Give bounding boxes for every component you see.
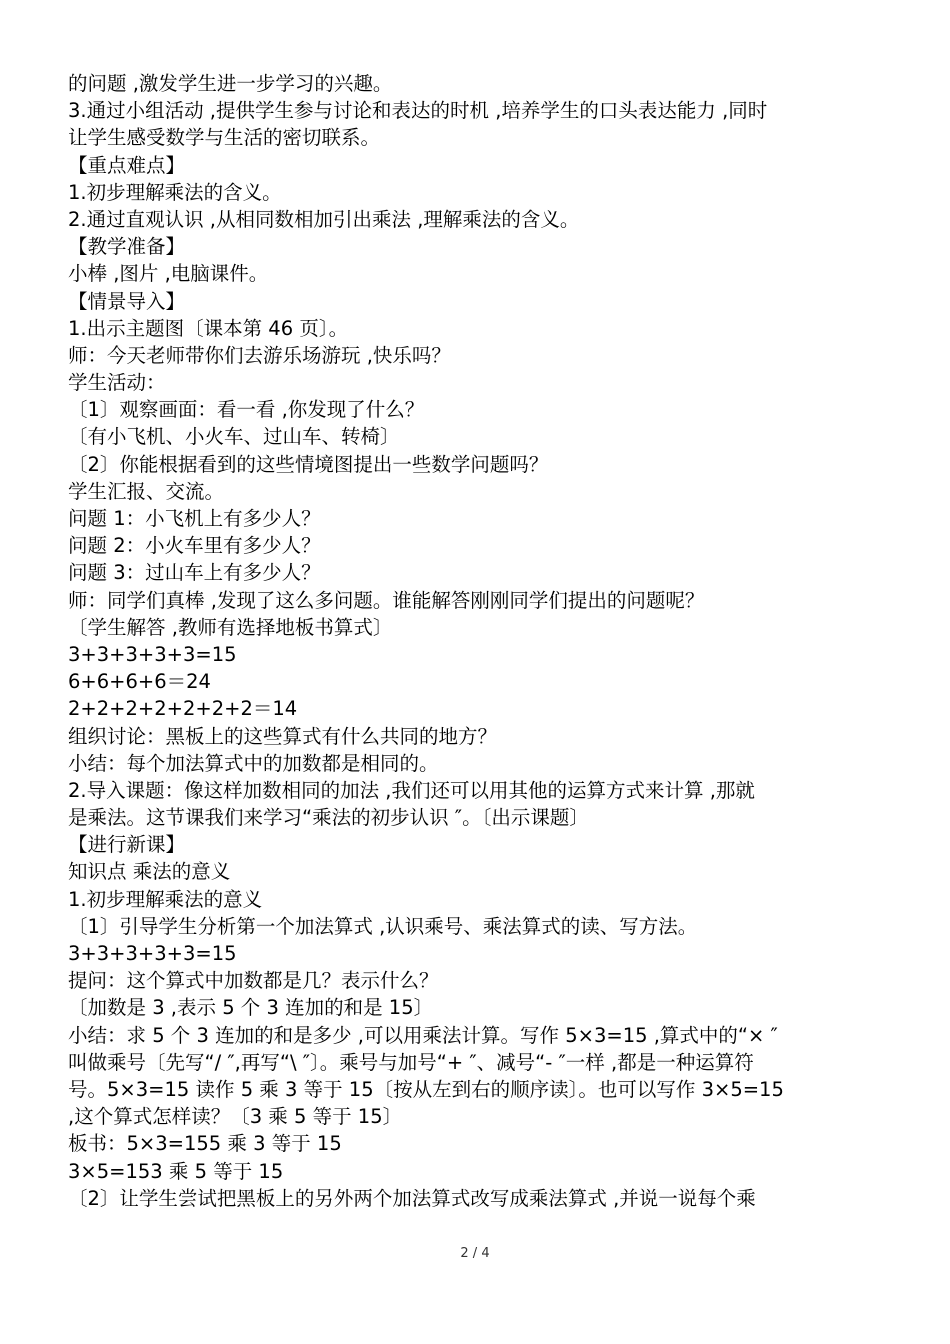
text-line: 号。5×3=15 读作 5 乘 3 等于 15〔按从左到右的顺序读〕。也可以写作 3×5=15 (68, 1077, 784, 1101)
text-line: 2+2+2+2+2+2+2＝14 (68, 697, 298, 721)
text-line: 叫做乘号〔先写“/ ″,再写“\ ″〕。乘号与加号“+ ″、减号“- ″一样 ,都是一种运算符 (68, 1050, 754, 1074)
text-line: 板书：5×3=155 乘 3 等于 15 (68, 1132, 342, 1156)
text-line: 2.通过直观认识 ,从相同数相加引出乘法 ,理解乘法的含义。 (68, 207, 580, 231)
text-line: 3+3+3+3+3=15 (68, 642, 237, 666)
text-line: 小棒 ,图片 ,电脑课件。 (68, 262, 269, 286)
text-line: 提问：这个算式中加数都是几？表示什么？ (68, 969, 439, 993)
text-line: ,这个算式怎样读？〔3 乘 5 等于 15〕 (68, 1105, 403, 1129)
text-line: 1.初步理解乘法的意义 (68, 887, 263, 911)
text-line: 是乘法。这节课我们来学习“乘法的初步认识 ″。〔出示课题〕 (68, 806, 589, 830)
text-line: 2.导入课题：像这样加数相同的加法 ,我们还可以用其他的运算方式来计算 ,那就 (68, 778, 755, 802)
text-line: 〔有小飞机、小火车、过山车、转椅〕 (68, 425, 400, 449)
text-line: 1.初步理解乘法的含义。 (68, 180, 282, 204)
text-line: 〔1〕观察画面：看一看 ,你发现了什么？ (68, 398, 425, 422)
text-line: 【进行新课】 (68, 833, 186, 857)
text-line: 〔2〕你能根据看到的这些情境图提出一些数学问题吗？ (68, 452, 549, 476)
text-line: 小结：求 5 个 3 连加的和是多少 ,可以用乘法计算。写作 5×3=15 ,算式中的“× ″ (68, 1023, 778, 1047)
text-line: 学生汇报、交流。 (68, 479, 225, 503)
page-number: 2 / 4 (460, 1246, 490, 1261)
text-line: 3+3+3+3+3=15 (68, 942, 237, 965)
text-line: 知识点 乘法的意义 (68, 860, 231, 884)
text-line: 【重点难点】 (68, 153, 186, 177)
text-line: 6+6+6+6＝24 (68, 670, 211, 694)
text-line: 〔2〕让学生尝试把黑板上的另外两个加法算式改写成乘法算式 ,并说一说每个乘 (68, 1186, 756, 1210)
text-line: 问题 1：小飞机上有多少人？ (68, 507, 321, 530)
text-line: 1.出示主题图〔课本第 46 页〕。 (68, 316, 349, 340)
text-line: 3.通过小组活动 ,提供学生参与讨论和表达的时机 ,培养学生的口头表达能力 ,同时 (68, 99, 768, 123)
text-line: 〔加数是 3 ,表示 5 个 3 连加的和是 15〕 (68, 996, 434, 1020)
text-line: 〔学生解答 ,教师有选择地板书算式〕 (68, 615, 393, 639)
text-line: 问题 3：过山车上有多少人？ (68, 561, 321, 585)
document-body (68, 70, 886, 1212)
text-line: 让学生感受数学与生活的密切联系。 (68, 126, 381, 150)
text-line: 〔1〕引导学生分析第一个加法算式 ,认识乘号、乘法算式的读、写方法。 (68, 914, 698, 938)
text-line: 问题 2：小火车里有多少人？ (68, 534, 321, 558)
text-line: 师：同学们真棒 ,发现了这么多问题。谁能解答刚刚同学们提出的问题呢？ (68, 588, 705, 612)
text-line: 【情景导入】 (68, 289, 186, 313)
text-line: 组织讨论：黑板上的这些算式有什么共同的地方？ (68, 724, 498, 748)
text-line: 师：今天老师带你们去游乐场游玩 ,快乐吗？ (68, 343, 451, 367)
text-line: 的问题 ,激发学生进一步学习的兴趣。 (68, 72, 393, 95)
text-line: 小结：每个加法算式中的加数都是相同的。 (68, 751, 439, 775)
text-line: 【教学准备】 (68, 235, 186, 259)
text-line: 3×5=153 乘 5 等于 15 (68, 1159, 284, 1183)
text-line: 学生活动： (68, 371, 166, 395)
